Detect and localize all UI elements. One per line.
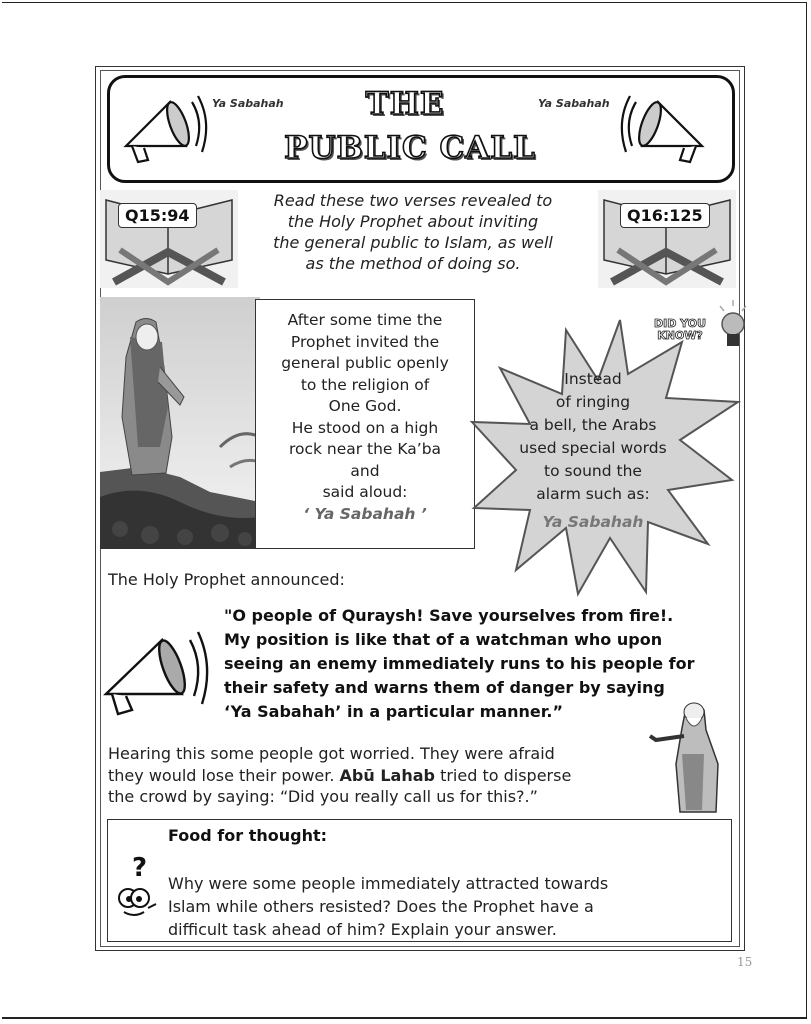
story-line: One God. [328,397,402,415]
megaphone-icon [618,84,710,176]
announced-text: The Holy Prophet announced: [108,570,345,589]
abu-lahab-name: Abū Lahab [339,765,435,785]
intro-line: the general public to Islam, as well [273,233,553,252]
hearing-line [108,765,648,787]
question-line: difficult task ahead of him? Explain your answer. [168,920,557,939]
intro-line: as the method of doing so. [305,254,521,273]
hearing-text: they would lose their power. [108,765,340,785]
intro-line: the Holy Prophet about inviting [287,212,539,231]
did-you-know-line: alarm such as: [536,485,650,503]
food-for-thought-question [168,872,713,941]
quote-line: seeing an enemy immediately runs to his people for [224,654,695,673]
did-you-know-badge [640,318,720,342]
page-number: 15 [737,955,753,969]
verse-reference-left: Q15:94 [118,203,197,228]
quote-line: My position is like that of a watchman who upon [224,630,663,649]
prophet-on-rock-image [100,297,260,549]
quote-line: "O people of Quraysh! Save yourselves from fire!. [224,606,674,625]
lightbulb-icon [716,298,750,356]
story-line: said aloud: [322,483,408,501]
did-you-know-ya-sabahah: Ya Sabahah [542,513,644,531]
story-text-box [255,299,475,549]
did-you-know-line: of ringing [555,393,631,411]
story-line: to the religion of [300,375,430,394]
did-you-know-line: a bell, the Arabs [529,416,657,434]
question-line: Why were some people immediately attracted towards [168,874,609,893]
story-line: After some time the [287,311,443,329]
svg-text:?: ? [132,853,148,883]
intro-text [243,190,583,274]
story-line: Prophet invited the [290,332,440,351]
story-line: general public openly [281,354,449,372]
badge-line: KNOW? [657,329,703,342]
page-title-line2: PUBLIC CALL [284,130,536,166]
thinking-face-icon [110,852,160,924]
verse-reference-right: Q16:125 [620,203,710,228]
question-line: Islam while others resisted? Does the Prophet have a [168,897,594,916]
ya-sabahah-label-right: Ya Sabahah [538,97,610,110]
ya-sabahah-label-left: Ya Sabahah [212,97,284,110]
hearing-line: Hearing this some people got worried. They were afraid [108,744,555,763]
hearing-paragraph [108,743,648,808]
badge-line: DID YOU [653,317,707,330]
did-you-know-line: to sound the [544,462,642,480]
intro-line: Read these two verses revealed to [273,191,553,210]
megaphone-icon [118,84,210,176]
quote-line: their safety and warns them of danger by saying [224,678,665,697]
page-title-line1: THE [365,86,445,122]
pointing-man-illustration [646,694,734,816]
food-for-thought-title: Food for thought: [168,826,328,845]
did-you-know-line: Instead [564,370,622,388]
did-you-know-text [498,368,688,506]
ya-sabahah-call: ‘ Ya Sabahah ’ [303,504,427,523]
story-line: He stood on a high [291,418,439,437]
quote-line: ‘Ya Sabahah’ in a particular manner.” [224,702,563,721]
hearing-line: the crowd by saying: “Did you really call us for this?.” [108,787,538,806]
hearing-text: tried to disperse [434,765,572,785]
story-line: rock near the Ka’ba [288,440,442,458]
megaphone-icon [100,618,212,726]
story-line: and [350,461,380,480]
did-you-know-line: used special words [519,439,667,457]
